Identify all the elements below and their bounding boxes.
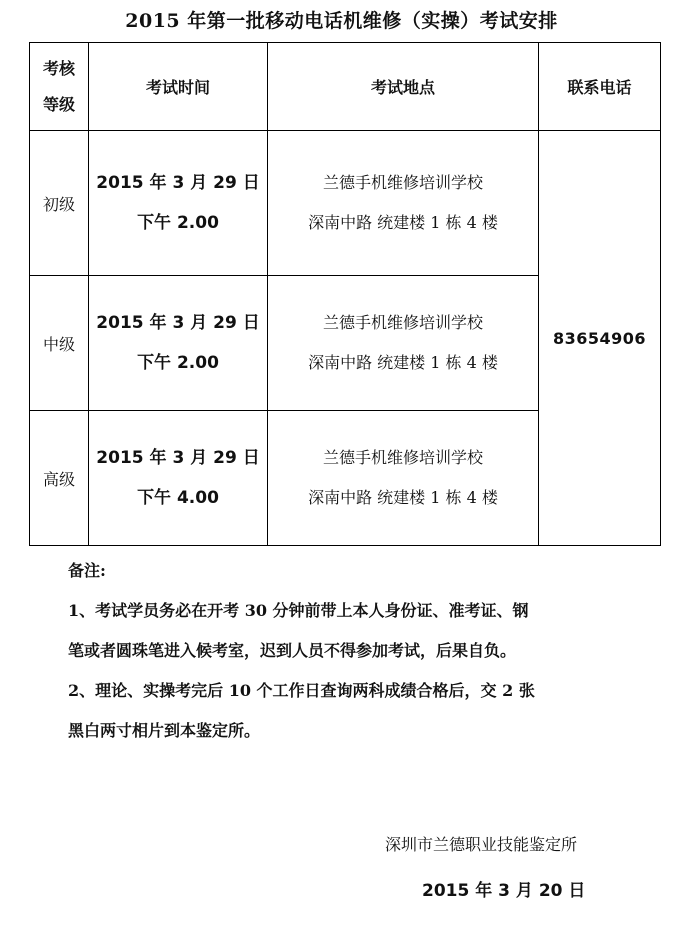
time-date: 2015 年 3 月 29 日 xyxy=(96,313,260,333)
time-date: 2015 年 3 月 29 日 xyxy=(96,448,260,468)
location-cell xyxy=(268,411,539,546)
note-1-line-2: 笔或者圆珠笔进入候考室，迟到人员不得参加考试，后果自负。 xyxy=(68,641,517,660)
location-school: 兰德手机维修培训学校 xyxy=(322,448,483,467)
level-cell: 中级 xyxy=(30,276,89,411)
time-cell xyxy=(89,131,268,276)
location-address: 深南中路 统建楼 1 栋 4 楼 xyxy=(308,488,498,507)
header-phone: 联系电话 xyxy=(539,43,661,131)
location-school: 兰德手机维修培训学校 xyxy=(322,173,483,192)
header-location: 考试地点 xyxy=(268,43,539,131)
header-level-line2: 等级 xyxy=(42,94,75,114)
time-hour: 下午 2.00 xyxy=(137,213,219,233)
note-2-line-2: 黑白两寸相片到本鉴定所。 xyxy=(68,721,261,740)
time-hour: 下午 2.00 xyxy=(137,353,219,373)
time-cell xyxy=(89,276,268,411)
note-2-line-1: 2、理论、实操考完后 10 个工作日查询两科成绩合格后，交 2 张 xyxy=(68,681,535,700)
location-school: 兰德手机维修培训学校 xyxy=(322,313,483,332)
level-cell: 高级 xyxy=(30,411,89,546)
issuer-signature: 深圳市兰德职业技能鉴定所 xyxy=(385,835,578,854)
location-address: 深南中路 统建楼 1 栋 4 楼 xyxy=(308,353,498,372)
notes-heading: 备注: xyxy=(68,561,106,580)
issue-date: 2015 年 3 月 20 日 xyxy=(422,881,586,901)
note-1-line-1: 1、考试学员务必在开考 30 分钟前带上本人身份证、准考证、钢 xyxy=(68,601,529,620)
header-level xyxy=(30,43,89,131)
time-hour: 下午 4.00 xyxy=(137,488,219,508)
location-cell xyxy=(268,276,539,411)
phone-cell: 83654906 xyxy=(539,131,661,546)
location-address: 深南中路 统建楼 1 栋 4 楼 xyxy=(308,213,498,232)
location-cell xyxy=(268,131,539,276)
time-date: 2015 年 3 月 29 日 xyxy=(96,173,260,193)
time-cell xyxy=(89,411,268,546)
document-title: 2015 年第一批移动电话机维修（实操）考试安排 xyxy=(125,10,558,32)
notes-section xyxy=(68,556,628,746)
table-row xyxy=(30,131,661,276)
header-time: 考试时间 xyxy=(89,43,268,131)
level-cell: 初级 xyxy=(30,131,89,276)
table-header-row xyxy=(30,43,661,131)
exam-schedule-table xyxy=(29,42,661,546)
header-level-line1: 考核 xyxy=(42,58,75,78)
